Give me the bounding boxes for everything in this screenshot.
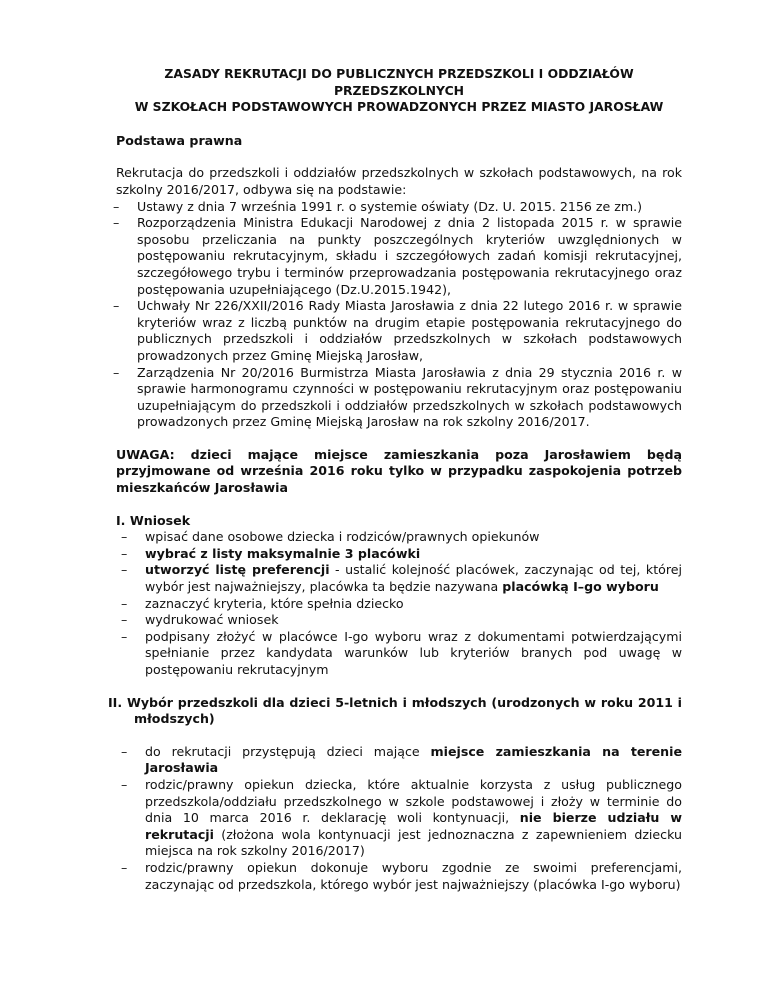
legal-basis-list (108, 199, 682, 431)
section-2-list (116, 744, 682, 893)
title-line-1: ZASADY REKRUTACJI DO PUBLICZNYCH PRZEDSZKOLI I ODDZIAŁÓW PRZEDSZKOLNYCH (164, 66, 634, 98)
list-item: – do rekrutacji przystępują dzieci mające miejsce zamieszkania na terenie Jarosławia (121, 743, 682, 776)
list-item: – Rozporządzenia Ministra Edukacji Narodowej z dnia 2 listopada 2015 r. w sprawie sposobu przeliczania na punkty poszczególnych kryteriów uwzględnionych w postępowaniu rekrutacyjnym, składu i szczegółowych zadań komisji rekrutacyjnej, szczegółowego trybu i terminów przeprowadzania postępowania rekrutacyjnego oraz postępowania uzupełniającego (Dz.U.2015.1942), (113, 215, 682, 297)
legal-basis-heading: Podstawa prawna (116, 132, 243, 148)
list-item: – rodzic/prawny opiekun dokonuje wyboru zgodnie ze swoimi preferencjami, zaczynając od przedszkola, którego wybór jest najważniejszy (placówka I-go wyboru) (121, 859, 682, 892)
list-item: – zaznaczyć kryteria, które spełnia dziecko (121, 595, 404, 611)
section-1-heading: I. Wniosek (116, 512, 191, 528)
section-1-list (116, 529, 682, 678)
document-title (100, 66, 698, 116)
list-item: – wpisać dane osobowe dziecka i rodziców/prawnych opiekunów (121, 529, 540, 545)
title-line-2: W SZKOŁACH PODSTAWOWYCH PROWADZONYCH PRZEZ MIASTO JAROSŁAW (134, 99, 664, 115)
list-item: – wydrukować wniosek (121, 612, 279, 628)
notice-text: UWAGA: dzieci mające miejsce zamieszkania poza Jarosławiem będą przyjmowane od września 2016 roku tylko w przypadku zaspokojenia potrzeb mieszkańców Jarosławia (116, 446, 682, 496)
list-item: – Uchwały Nr 226/XXII/2016 Rady Miasta Jarosławia z dnia 22 lutego 2016 r. w sprawie kryteriów wraz z liczbą punktów na drugim etapie postępowania rekrutacyjnego do publicznych przedszkoli i oddziałów przedszkolnych w szkołach podstawowych prowadzonych przez Gminę Miejską Jarosław, (113, 298, 682, 363)
list-item: – utworzyć listę preferencji - ustalić kolejność placówek, zaczynając od tej, której wybór jest najważniejszy, placówka ta będzie nazywana placówką I–go wyboru (121, 562, 682, 595)
list-item: – rodzic/prawny opiekun dziecka, które aktualnie korzysta z usług publicznego przedszkola/oddziału przedszkolnego w szkole podstawowej i złoży w terminie do dnia 10 marca 2016 r. deklarację woli kontynuacji, nie bierze udziału w rekrutacji (złożona wola kontynuacji jest jednoznaczna z zapewnieniem dziecku miejsca na rok szkolny 2016/2017) (121, 776, 682, 859)
list-item: – podpisany złożyć w placówce I-go wyboru wraz z dokumentami potwierdzającymi spełnianie przez kandydata warunków lub kryteriów branych pod uwagę w postępowaniu rekrutacyjnym (121, 628, 682, 677)
legal-basis-intro: Rekrutacja do przedszkoli i oddziałów przedszkolnych w szkołach podstawowych, na rok szkolny 2016/2017, odbywa się na podstawie: (116, 165, 682, 197)
section-2-heading: II. Wybór przedszkoli dla dzieci 5-letnich i młodszych (urodzonych w roku 2011 i młodszych) (108, 694, 682, 727)
list-item: – Zarządzenia Nr 20/2016 Burmistrza Miasta Jarosławia z dnia 29 stycznia 2016 r. w sprawie harmonogramu czynności w postępowaniu rekrutacyjnym oraz postępowaniu uzupełniającym do przedszkoli i oddziałów przedszkolnych w szkołach podstawowych prowadzonych przez Gminę Miejską Jarosław na rok szkolny 2016/2017. (113, 364, 682, 430)
list-item: – Ustawy z dnia 7 września 1991 r. o systemie oświaty (Dz. U. 2015. 2156 ze zm.) (113, 198, 643, 214)
list-item: – wybrać z listy maksymalnie 3 placówki (121, 545, 421, 561)
